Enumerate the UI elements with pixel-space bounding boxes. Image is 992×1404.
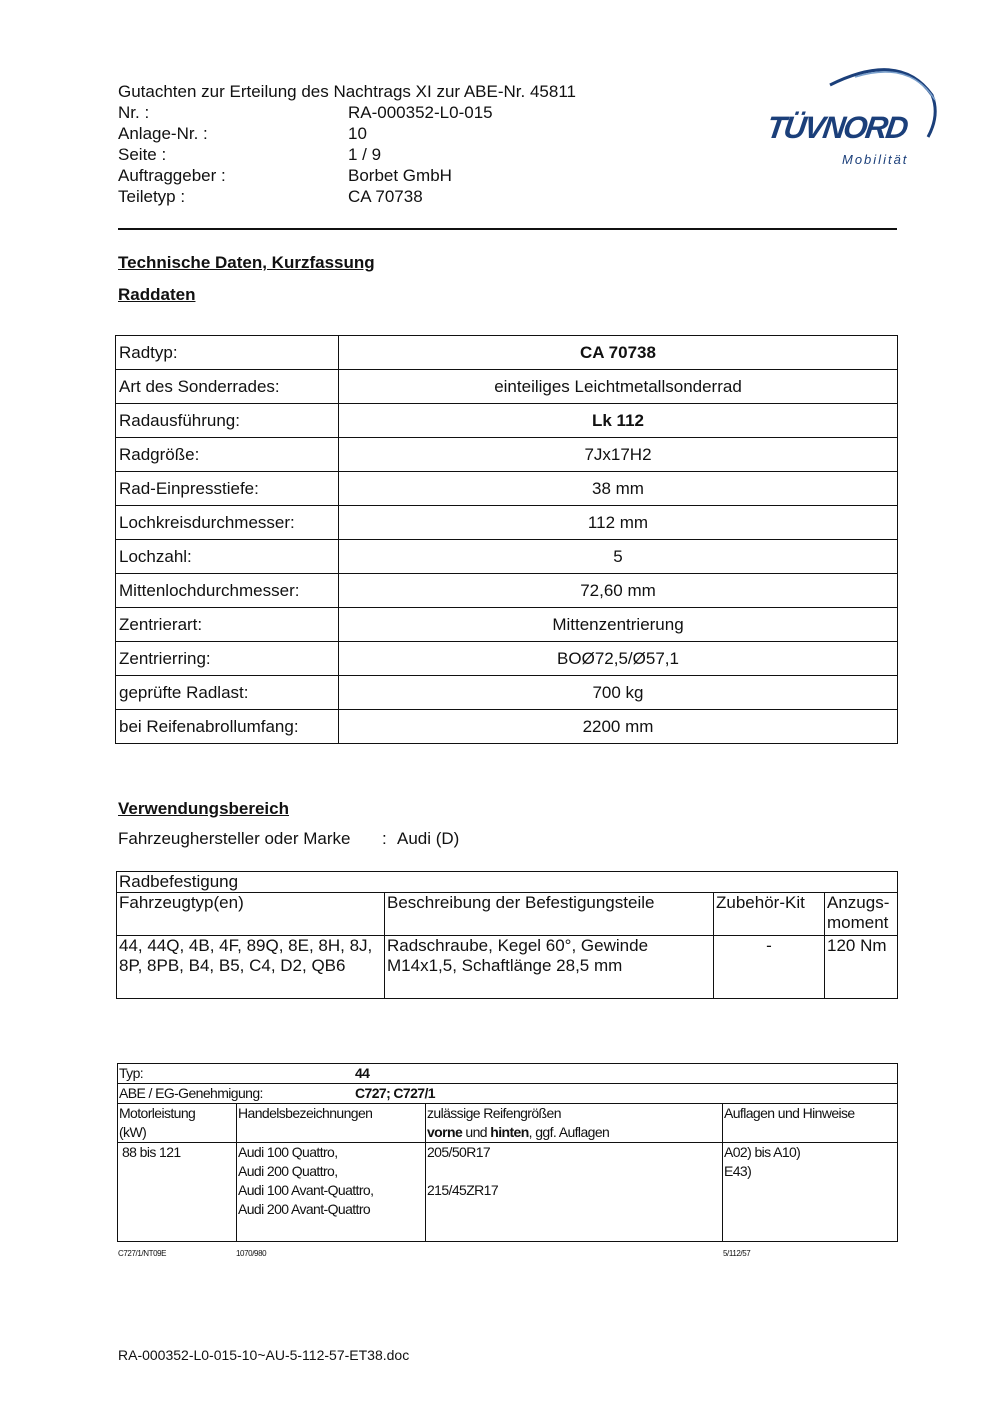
header-reifen-vorne: vorne [427, 1124, 463, 1140]
header-label-nr: Nr. : [118, 103, 150, 122]
header-auflagen: Auflagen und Hinweise [723, 1104, 898, 1143]
raddaten-row [116, 404, 898, 438]
radbefestigung-header-row [117, 893, 898, 936]
raddaten-row [116, 472, 898, 506]
header-reifen-rest: , ggf. Auflagen [528, 1124, 610, 1140]
raddaten-key: Radtyp: [116, 336, 339, 370]
raddaten-value: 5 [339, 540, 898, 574]
header-label-teiletyp: Teiletyp : [118, 187, 186, 206]
raddaten-value: 112 mm [339, 506, 898, 540]
header-label-auftraggeber: Auftraggeber : [118, 166, 226, 185]
typ-data-row [118, 1143, 898, 1242]
section-title-technische-daten: Technische Daten, Kurzfassung [118, 253, 375, 272]
raddaten-row [116, 506, 898, 540]
raddaten-value: 72,60 mm [339, 574, 898, 608]
raddaten-key: Art des Sonderrades: [116, 370, 339, 404]
header-label-anlage: Anlage-Nr. : [118, 124, 208, 143]
header-divider [118, 228, 897, 230]
raddaten-value: Mittenzentrierung [339, 608, 898, 642]
raddaten-value: 7Jx17H2 [339, 438, 898, 472]
header-anzugsmoment: Anzugs- moment [825, 893, 898, 936]
header-value-anlage: 10 [348, 124, 367, 143]
raddaten-row [116, 676, 898, 710]
raddaten-row [116, 574, 898, 608]
cell-fahrzeugtypen: 44, 44Q, 4B, 4F, 89Q, 8E, 8H, 8J, 8P, 8PB, B4, B5, C4, D2, QB6 [117, 936, 385, 999]
radbefestigung-caption: Radbefestigung [117, 872, 898, 893]
section-title-verwendungsbereich: Verwendungsbereich [118, 799, 289, 818]
raddaten-key: Radausführung: [116, 404, 339, 438]
radbefestigung-table [116, 871, 898, 999]
raddaten-key: Lochkreisdurchmesser: [116, 506, 339, 540]
abe-cell [118, 1084, 898, 1104]
logo-wordmark: TÜVNORD [764, 110, 909, 145]
manufacturer-value: Audi (D) [397, 829, 460, 848]
cell-reifengroessen: 205/50R17 215/45ZR17 [426, 1143, 723, 1242]
raddaten-row [116, 710, 898, 744]
cell-motorleistung: 88 bis 121 [118, 1143, 237, 1242]
abe-value: C727; C727/1 [355, 1085, 435, 1101]
header-fahrzeugtyp: Fahrzeugtyp(en) [117, 893, 385, 936]
raddaten-key: bei Reifenabrollumfang: [116, 710, 339, 744]
header-reifen-hinten: hinten [490, 1124, 529, 1140]
section-subtitle-raddaten: Raddaten [118, 285, 196, 304]
typ-header-row [118, 1104, 898, 1143]
raddaten-value: 38 mm [339, 472, 898, 506]
header-value-nr: RA-000352-L0-015 [348, 103, 493, 122]
header-reifengroessen [426, 1104, 723, 1143]
raddaten-value: einteiliges Leichtmetallsonderrad [339, 370, 898, 404]
abe-row [118, 1084, 898, 1104]
raddaten-key: Rad-Einpresstiefe: [116, 472, 339, 506]
abe-label: ABE / EG-Genehmigung: [119, 1085, 263, 1101]
raddaten-table [115, 335, 898, 744]
raddaten-row [116, 540, 898, 574]
header-beschreibung: Beschreibung der Befestigungsteile [385, 893, 714, 936]
raddaten-key: Zentrierart: [116, 608, 339, 642]
logo-subtitle: Mobilität [842, 152, 909, 167]
raddaten-row [116, 642, 898, 676]
raddaten-value: 2200 mm [339, 710, 898, 744]
header-handelsbezeichnungen: Handelsbezeichnungen [237, 1104, 426, 1143]
raddaten-value: BOØ72,5/Ø57,1 [339, 642, 898, 676]
raddaten-key: Lochzahl: [116, 540, 339, 574]
raddaten-key: Mittenlochdurchmesser: [116, 574, 339, 608]
radbefestigung-caption-row [117, 872, 898, 893]
raddaten-key: Radgröße: [116, 438, 339, 472]
raddaten-key: geprüfte Radlast: [116, 676, 339, 710]
header-reifen-und: und [462, 1124, 491, 1140]
footer-code-1: C727/1/NT09E [118, 1249, 167, 1258]
radbefestigung-data-row [117, 936, 898, 999]
cell-zubehoer-kit: - [714, 936, 825, 999]
raddaten-row [116, 438, 898, 472]
raddaten-value: Lk 112 [339, 404, 898, 438]
cell-beschreibung: Radschraube, Kegel 60°, Gewinde M14x1,5, Schaftlänge 28,5 mm [385, 936, 714, 999]
header-motorleistung: Motorleistung (kW) [118, 1104, 237, 1143]
raddaten-row [116, 370, 898, 404]
typ-value: 44 [355, 1065, 370, 1081]
cell-handelsbezeichnungen: Audi 100 Quattro, Audi 200 Quattro, Audi 100 Avant-Quattro, Audi 200 Avant-Quattro [237, 1143, 426, 1242]
header-label-seite: Seite : [118, 145, 167, 164]
header-value-auftraggeber: Borbet GmbH [348, 166, 452, 185]
typ-row [118, 1064, 898, 1084]
raddaten-value: 700 kg [339, 676, 898, 710]
footer-code-3: 5/112/57 [723, 1249, 751, 1258]
cell-anzugsmoment: 120 Nm [825, 936, 898, 999]
header-value-seite: 1 / 9 [348, 145, 382, 164]
header-reifen-line1: zulässige Reifengrößen [427, 1105, 561, 1121]
footer-code-2: 1070/980 [236, 1249, 267, 1258]
header-zubehoer-kit: Zubehör-Kit [714, 893, 825, 936]
document-title: Gutachten zur Erteilung des Nachtrags XI zur ABE-Nr. 45811 [118, 82, 576, 101]
footer-filename: RA-000352-L0-015-10~AU-5-112-57-ET38.doc [118, 1347, 410, 1363]
manufacturer-separator: : [382, 829, 387, 848]
raddaten-row [116, 336, 898, 370]
raddaten-value: CA 70738 [339, 336, 898, 370]
cell-auflagen: A02) bis A10) E43) [723, 1143, 898, 1242]
header-value-teiletyp: CA 70738 [348, 187, 423, 206]
raddaten-key: Zentrierring: [116, 642, 339, 676]
manufacturer-label: Fahrzeughersteller oder Marke [118, 829, 351, 848]
typ-table [117, 1063, 898, 1242]
typ-cell [118, 1064, 898, 1084]
raddaten-row [116, 608, 898, 642]
typ-label: Typ: [119, 1065, 144, 1081]
